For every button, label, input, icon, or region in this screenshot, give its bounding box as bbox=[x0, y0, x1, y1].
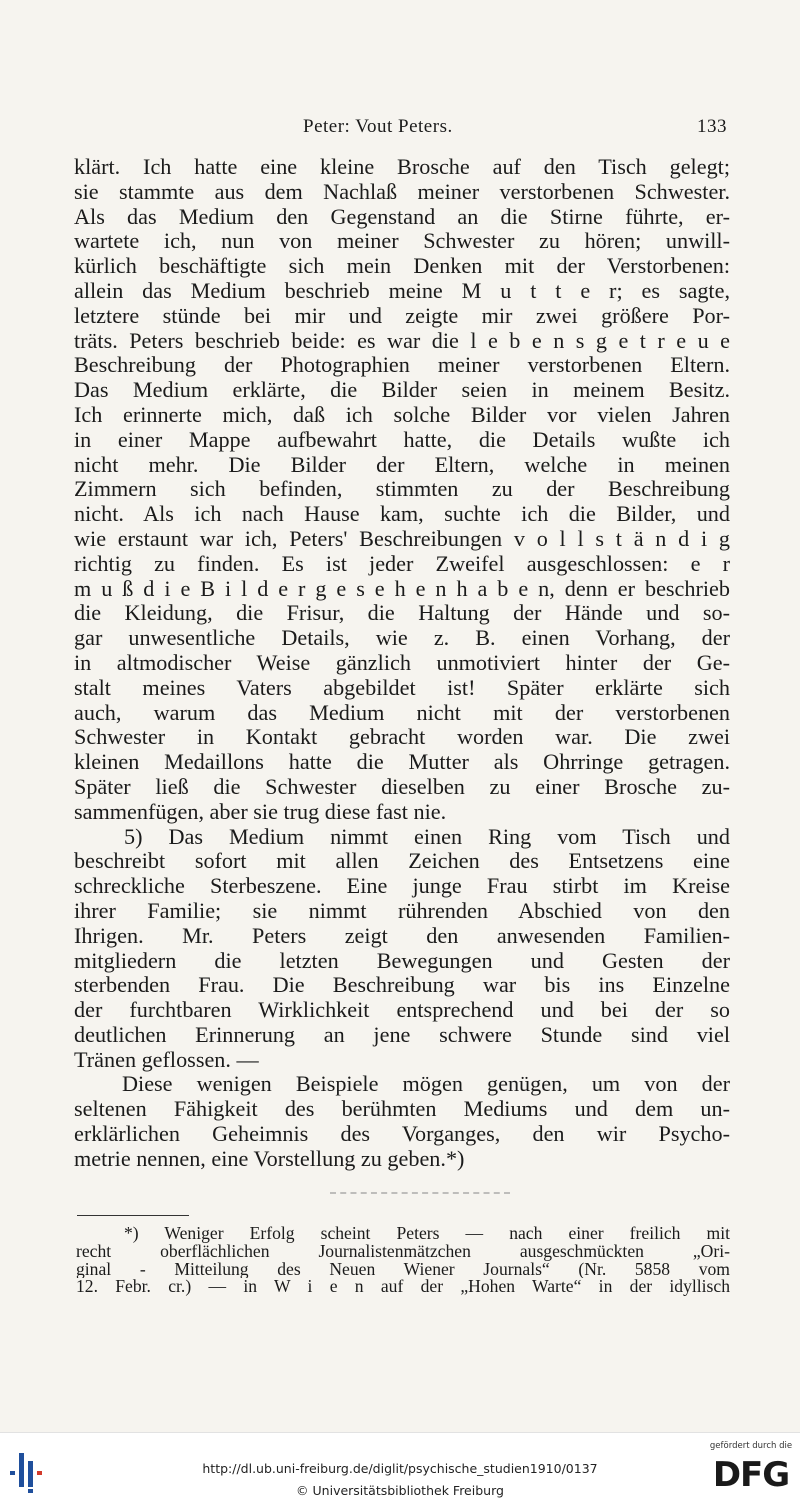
page-number: 133 bbox=[697, 116, 727, 137]
text-line: Ihrigen. Mr. Peters zeigt den anwesenden Familien- bbox=[74, 923, 730, 948]
text-line: in einer Mappe aufbewahrt hatte, die Details wußte ich bbox=[74, 427, 730, 452]
text-line: Zimmern sich befinden, stimmten zu der Beschreibung bbox=[74, 477, 730, 502]
footer-copyright: © Universitätsbibliothek Freiburg bbox=[296, 1483, 504, 1498]
text-line: Diese wenigen Beispiele mögen genügen, um von der bbox=[122, 1072, 730, 1097]
text-line: letztere stünde bei mir und zeigte mir zwei größere Por- bbox=[74, 303, 730, 328]
text-line: mitgliedern die letzten Bewegungen und Gesten der bbox=[74, 948, 730, 973]
text-line: erklärlichen Geheimnis des Vorganges, den wir Psycho- bbox=[74, 1122, 730, 1147]
footnote bbox=[76, 1225, 730, 1296]
text-line: Ich erinnerte mich, daß ich solche Bilder vor vielen Jahren bbox=[74, 402, 730, 427]
footnote-line: recht oberflächlichen Journalistenmätzchen ausgeschmückten „Ori- bbox=[76, 1242, 730, 1261]
text-line: sie stammte aus dem Nachlaß meiner verstorbenen Schwester. bbox=[74, 179, 730, 204]
text-line: beschreibt sofort mit allen Zeichen des Entsetzens eine bbox=[74, 849, 730, 874]
sponsor-badge bbox=[705, 1441, 797, 1503]
section-divider bbox=[330, 1192, 510, 1194]
text-line: träts. Peters beschrieb beide: es war die l e b e n s g e t r e u e bbox=[74, 328, 730, 353]
text-line: wie erstaunt war ich, Peters' Beschreibungen v o l l s t ä n d i g bbox=[74, 526, 730, 551]
text-line: allein das Medium beschrieb meine M u t t e r; es sagte, bbox=[74, 278, 730, 303]
body-text bbox=[74, 155, 730, 1172]
text-line: gar unwesentliche Details, wie z. B. einen Vorhang, der bbox=[74, 626, 730, 651]
footnote-line: 12. Febr. cr.) — in W i e n auf der „Hohen Warte“ in der idyllisch bbox=[76, 1278, 730, 1297]
text-line: richtig zu finden. Es ist jeder Zweifel ausgeschlossen: e r bbox=[74, 551, 730, 576]
text-line: klärt. Ich hatte eine kleine Brosche auf den Tisch gelegt; bbox=[74, 155, 730, 179]
text-line: seltenen Fähigkeit des berühmten Mediums und dem un- bbox=[74, 1097, 730, 1122]
text-line: auch, warum das Medium nicht mit der verstorbenen bbox=[74, 700, 730, 725]
text-line: wartete ich, nun von meiner Schwester zu hören; unwill- bbox=[74, 229, 730, 254]
text-line: sterbenden Frau. Die Beschreibung war bis ins Einzelne bbox=[74, 973, 730, 998]
footnote-line: *) Weniger Erfolg scheint Peters — nach einer freilich mit bbox=[124, 1225, 730, 1243]
text-line: metrie nennen, eine Vorstellung zu geben.*) bbox=[74, 1146, 465, 1171]
text-line: nicht mehr. Die Bilder der Eltern, welche in meinen bbox=[74, 452, 730, 477]
text-line: Später ließ die Schwester dieselben zu einer Brosche zu- bbox=[74, 774, 730, 799]
text-line: der furchtbaren Wirklichkeit entsprechend und bei der so bbox=[74, 998, 730, 1023]
text-line: Beschreibung der Photographien meiner verstorbenen Eltern. bbox=[74, 353, 730, 378]
running-title: Peter: Vout Peters. bbox=[303, 116, 453, 137]
text-line: Schwester in Kontakt gebracht worden war. Die zwei bbox=[74, 725, 730, 750]
dfg-logo: DFG bbox=[712, 1455, 790, 1495]
text-line: schreckliche Sterbeszene. Eine junge Frau stirbt im Kreise bbox=[74, 874, 730, 899]
text-line: Als das Medium den Gegenstand an die Stirne führte, er- bbox=[74, 204, 730, 229]
footnote-rule bbox=[77, 1215, 189, 1216]
text-line: deutlichen Erinnerung an jene schwere Stunde sind viel bbox=[74, 1022, 730, 1047]
text-line: sammenfügen, aber sie trug diese fast nie. bbox=[74, 799, 447, 824]
text-line: in altmodischer Weise gänzlich unmotiviert hinter der Ge- bbox=[74, 650, 730, 675]
text-line: kürlich beschäftigte sich mein Denken mit der Verstorbenen: bbox=[74, 254, 730, 279]
footnote-line: ginal - Mitteilung des Neuen Wiener Journals“ (Nr. 5858 vom bbox=[76, 1260, 730, 1279]
footer-url[interactable]: http://dl.ub.uni-freiburg.de/diglit/psychische_studien1910/0137 bbox=[202, 1461, 598, 1476]
text-line: Das Medium erklärte, die Bilder seien in meinem Besitz. bbox=[74, 378, 730, 403]
text-line: m u ß d i e B i l d e r g e s e h e n h a b e n, denn er beschrieb bbox=[74, 576, 730, 601]
text-line: stalt meines Vaters abgebildet ist! Später erklärte sich bbox=[74, 675, 730, 700]
running-head bbox=[75, 112, 727, 142]
text-line: ihrer Familie; sie nimmt rührenden Abschied von den bbox=[74, 898, 730, 923]
text-line: kleinen Medaillons hatte die Mutter als Ohrringe getragen. bbox=[74, 750, 730, 775]
text-line: 5) Das Medium nimmt einen Ring vom Tisch und bbox=[124, 824, 730, 849]
text-line: die Kleidung, die Frisur, die Haltung der Hände und so- bbox=[74, 601, 730, 626]
text-line: Tränen geflossen. — bbox=[74, 1047, 259, 1072]
sponsor-caption: gefördert durch die bbox=[709, 1441, 793, 1451]
viewer-footer bbox=[0, 1432, 800, 1504]
text-line: nicht. Als ich nach Hause kam, suchte ich die Bilder, und bbox=[74, 502, 730, 527]
